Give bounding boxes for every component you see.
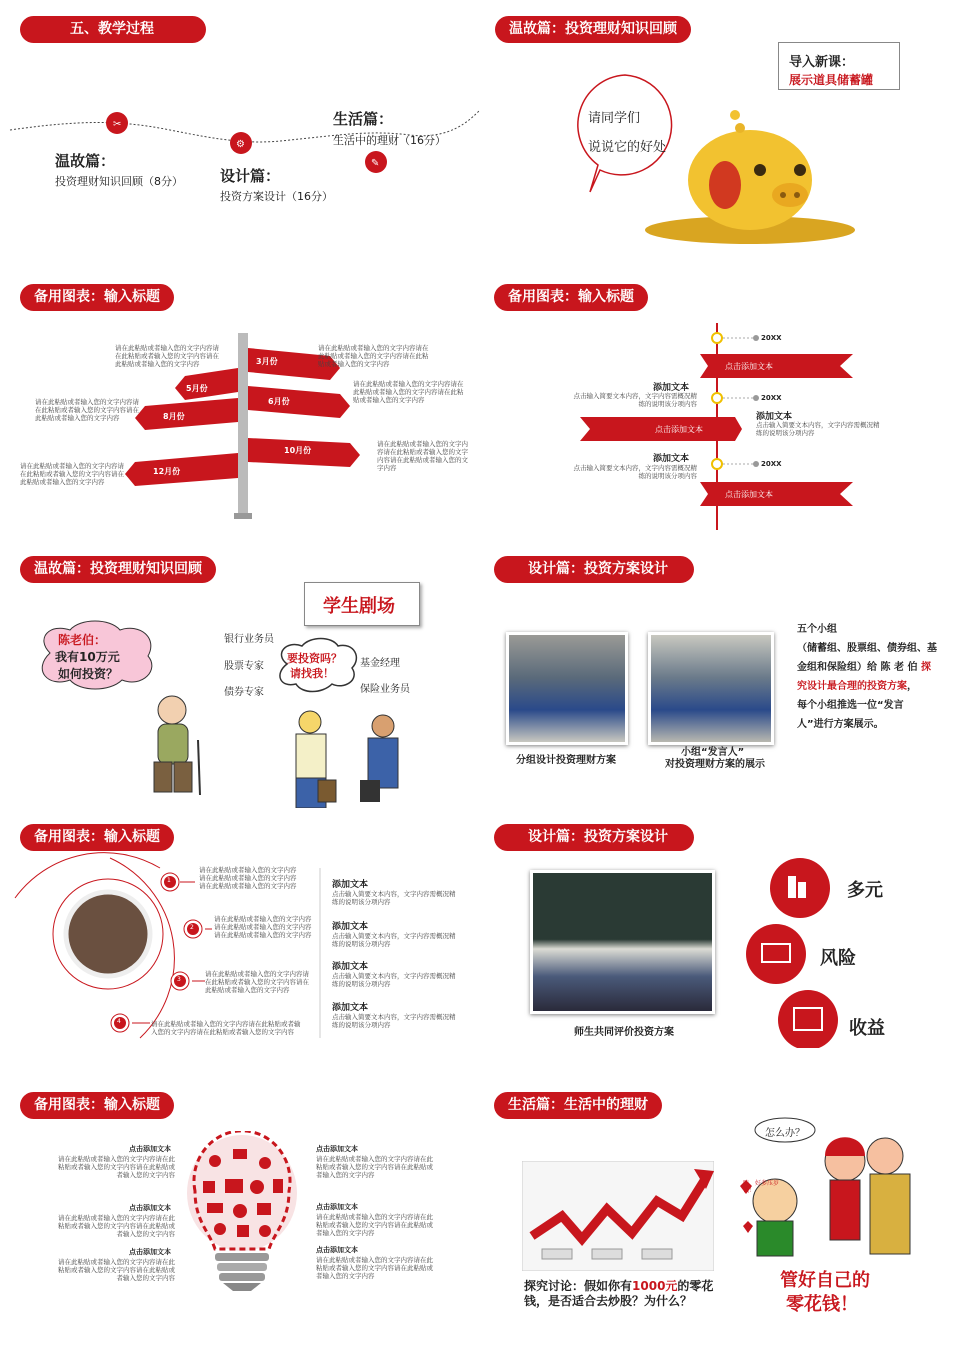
step-number: 3 bbox=[177, 976, 181, 983]
entry-head: 点击添加文本 bbox=[316, 1203, 358, 1211]
feature-risk: 风险 bbox=[820, 948, 856, 969]
timeline-button[interactable]: 点击添加文本 bbox=[725, 362, 773, 371]
group-description bbox=[797, 620, 957, 734]
cloud-line1: 陈老伯： bbox=[58, 633, 107, 647]
item-review-head: 温故篇： bbox=[55, 152, 116, 170]
role-insurance: 保险业务员 bbox=[360, 684, 410, 695]
entry-head: 添加文本 bbox=[332, 962, 369, 972]
businessmen-illustration bbox=[280, 710, 410, 808]
role-fund: 基金经理 bbox=[360, 658, 400, 669]
entry-head: 添加文本 bbox=[756, 412, 793, 422]
role-bond: 债券专家 bbox=[224, 687, 264, 698]
desc-line6: 人”进行方案展示。 bbox=[797, 719, 884, 730]
question-part1: 探究讨论：假如你有 bbox=[524, 1279, 633, 1293]
svg-text:✂: ✂ bbox=[113, 119, 122, 130]
intro-box-sub: 展示道具储蓄罐 bbox=[789, 73, 874, 87]
timeline-button[interactable]: 点击添加文本 bbox=[655, 425, 703, 434]
slide-title: 生活篇：生活中的理财 bbox=[494, 1092, 662, 1119]
photo-caption: 师生共同评价投资方案 bbox=[574, 1027, 674, 1038]
sign-text: 请在此粘贴或者输入您的文字内容请在此粘贴或者输入您的文字内容请在此粘贴或者输入您的文字内容 bbox=[377, 440, 468, 472]
step-number: 1 bbox=[167, 877, 171, 884]
sign-text: 请在此粘贴或者输入您的文字内容请在此粘贴或者输入您的文字内容请在此粘贴或者输入您的文字内容 bbox=[318, 344, 429, 368]
svg-text:✎: ✎ bbox=[371, 158, 380, 169]
sign-jun: 6月份 bbox=[268, 397, 290, 406]
entry-desc: 点击输入简要文本内容，文字内容需概况精练的说明该分项内容 bbox=[332, 932, 456, 948]
item-review-sub: 投资理财知识回顾（8分） bbox=[55, 175, 183, 188]
sign-oct: 10月份 bbox=[284, 446, 312, 455]
vertical-timeline bbox=[480, 268, 960, 536]
step-number: 2 bbox=[190, 924, 194, 931]
sign-text: 请在此粘贴或者输入您的文字内容请在此粘贴或者输入您的文字内容请在此粘贴或者输入您的文字内容 bbox=[115, 344, 219, 368]
item-design-head: 设计篇： bbox=[220, 167, 281, 185]
slide-life-finance[interactable] bbox=[480, 1076, 960, 1344]
sign-text: 请在此粘贴或者输入您的文字内容请在此粘贴或者输入您的文字内容请在此粘贴或者输入您的文字内容 bbox=[353, 380, 464, 404]
entry-desc: 请在此粘贴或者输入您的文字内容请在此粘贴或者输入您的文字内容请在此粘贴或者输入您的文字内容 bbox=[316, 1155, 433, 1179]
slide-title: 备用图表：输入标题 bbox=[494, 284, 648, 311]
speech-line2: 请找我！ bbox=[290, 667, 334, 680]
cartoon-exclaim: 哇，好多压岁钱！ bbox=[743, 1180, 780, 1194]
lightbulb-icons-graphic bbox=[185, 1131, 300, 1343]
slogan-line2: 零花钱！ bbox=[786, 1294, 858, 1315]
step-text: 请在此粘贴或者输入您的文字内容请在此粘贴或者输入您的文字内容请在此粘贴或者输入您的文字内容 bbox=[199, 866, 297, 890]
entry-head: 点击添加文本 bbox=[129, 1204, 171, 1212]
slide-title: 备用图表：输入标题 bbox=[20, 284, 174, 311]
slide-title: 温故篇：投资理财知识回顾 bbox=[20, 556, 216, 583]
theatre-box bbox=[304, 582, 420, 626]
svg-text:⚙: ⚙ bbox=[236, 139, 245, 150]
slide-title: 温故篇：投资理财知识回顾 bbox=[495, 16, 691, 43]
sign-aug: 8月份 bbox=[163, 412, 185, 421]
cartoon-bubble: 怎么办？ bbox=[765, 1128, 805, 1139]
entry-head: 添加文本 bbox=[653, 454, 690, 464]
classroom-blackboard-photo bbox=[530, 870, 715, 1014]
entry-desc: 点击输入简要文本内容，文字内容需概况精练的说明该分项内容 bbox=[573, 464, 697, 480]
slide-student-theatre[interactable] bbox=[0, 540, 480, 808]
item-life-sub: 生活中的理财（16分） bbox=[333, 134, 446, 147]
slide-title: 备用图表：输入标题 bbox=[20, 824, 174, 851]
step-number: 4 bbox=[117, 1018, 121, 1025]
entry-desc: 点击输入简要文本内容，文字内容需概况精练的说明该分项内容 bbox=[332, 972, 456, 988]
slide-design-groups[interactable] bbox=[480, 540, 960, 808]
desc-line5: 每个小组推选一位“发言 bbox=[797, 700, 904, 711]
photo-caption-2b: 对投资理财方案的展示 bbox=[665, 759, 765, 770]
feature-diverse: 多元 bbox=[847, 880, 883, 901]
feature-return: 收益 bbox=[849, 1018, 885, 1039]
slogan-line1: 管好自己的 bbox=[780, 1270, 870, 1291]
classroom-photo-1 bbox=[506, 632, 628, 745]
desc-line3-red: 探 bbox=[920, 662, 931, 673]
desc-line1: 五个小组 bbox=[797, 624, 837, 635]
sign-dec: 12月份 bbox=[153, 467, 181, 476]
sign-mar: 3月份 bbox=[256, 357, 278, 366]
slide-lightbulb-chart[interactable] bbox=[0, 1076, 480, 1344]
desc-line3: 金组和保险组）给 陈 老 伯 bbox=[797, 662, 921, 673]
entry-desc: 点击输入简要文本内容，文字内容需概况精练的说明该分项内容 bbox=[573, 392, 697, 408]
desc-line4: 究设计最合理的投资方案 bbox=[797, 681, 907, 692]
entry-desc: 请在此粘贴或者输入您的文字内容请在此粘贴或者输入您的文字内容请在此粘贴或者输入您的文字内容 bbox=[58, 1214, 175, 1238]
entry-desc: 请在此粘贴或者输入您的文字内容请在此粘贴或者输入您的文字内容请在此粘贴或者输入您的文字内容 bbox=[58, 1155, 175, 1179]
slide-title: 设计篇：投资方案设计 bbox=[494, 556, 694, 583]
entry-head: 点击添加文本 bbox=[129, 1248, 171, 1256]
entry-desc: 点击输入简要文本内容，文字内容需概况精练的说明该分项内容 bbox=[332, 890, 456, 906]
entry-desc: 点击输入简要文本内容，文字内容需概况精练的说明该分项内容 bbox=[756, 421, 880, 437]
year-label: 20XX bbox=[761, 460, 782, 468]
entry-desc: 请在此粘贴或者输入您的文字内容请在此粘贴或者输入您的文字内容请在此粘贴或者输入您的文字内容 bbox=[58, 1258, 175, 1282]
bubble-line2: 说说它的好处 bbox=[588, 140, 667, 155]
slide-evaluate-plan[interactable] bbox=[480, 808, 960, 1076]
entry-head: 添加文本 bbox=[332, 1003, 369, 1013]
slide-circle-chart[interactable] bbox=[0, 808, 480, 1076]
step-text: 请在此粘贴或者输入您的文字内容请在此粘贴或者输入您的文字内容请在此粘贴或者输入您的文字内容 bbox=[151, 1020, 301, 1036]
entry-desc: 请在此粘贴或者输入您的文字内容请在此粘贴或者输入您的文字内容请在此粘贴或者输入您的文字内容 bbox=[316, 1213, 433, 1237]
entry-head: 添加文本 bbox=[332, 922, 369, 932]
sign-text: 请在此粘贴或者输入您的文字内容请在此粘贴或者输入您的文字内容请在此粘贴或者输入您的文字内容 bbox=[35, 398, 139, 422]
entry-head: 添加文本 bbox=[653, 383, 690, 393]
desc-line4-end: ， bbox=[907, 681, 917, 692]
item-design-sub: 投资方案设计（16分） bbox=[220, 190, 333, 203]
slide-review-piggy[interactable] bbox=[480, 0, 960, 268]
entry-head: 点击添加文本 bbox=[316, 1145, 358, 1153]
year-label: 20XX bbox=[761, 394, 782, 402]
discussion-question bbox=[524, 1279, 734, 1309]
slide-title: 设计篇：投资方案设计 bbox=[494, 824, 694, 851]
photo-caption-2a: 小组“发言人” bbox=[681, 747, 745, 758]
bubble-line1: 请同学们 bbox=[588, 111, 641, 126]
classroom-photo-2 bbox=[648, 632, 774, 745]
role-bank: 银行业务员 bbox=[224, 634, 274, 645]
year-label: 20XX bbox=[761, 334, 782, 342]
intro-box bbox=[778, 42, 900, 90]
timeline-button[interactable]: 点击添加文本 bbox=[725, 490, 773, 499]
old-man-illustration bbox=[140, 690, 210, 805]
role-stock: 股票专家 bbox=[224, 661, 264, 672]
stock-classroom-cartoon bbox=[522, 1161, 714, 1271]
slide-title: 备用图表：输入标题 bbox=[20, 1092, 174, 1119]
entry-head: 添加文本 bbox=[332, 880, 369, 890]
question-part1b: 的零花 bbox=[677, 1279, 714, 1293]
cloud-line2: 我有10万元 bbox=[55, 650, 120, 664]
question-part2: 钱，是否适合去炒股？为什么？ bbox=[524, 1294, 693, 1308]
item-life-head: 生活篇： bbox=[333, 110, 394, 128]
sign-text: 请在此粘贴或者输入您的文字内容请在此粘贴或者输入您的文字内容请在此粘贴或者输入您的文字内容 bbox=[20, 462, 124, 486]
entry-head: 点击添加文本 bbox=[129, 1145, 171, 1153]
step-text: 请在此粘贴或者输入您的文字内容请在此粘贴或者输入您的文字内容请在此粘贴或者输入您的文字内容 bbox=[205, 970, 309, 994]
theatre-title: 学生剧场 bbox=[323, 596, 395, 617]
slide-signpost-chart[interactable] bbox=[0, 268, 480, 536]
step-text: 请在此粘贴或者输入您的文字内容请在此粘贴或者输入您的文字内容请在此粘贴或者输入您的文字内容 bbox=[214, 915, 312, 939]
slide-title: 五、教学过程 bbox=[20, 16, 206, 43]
intro-box-title: 导入新课： bbox=[789, 55, 855, 70]
entry-desc: 请在此粘贴或者输入您的文字内容请在此粘贴或者输入您的文字内容请在此粘贴或者输入您的文字内容 bbox=[316, 1256, 433, 1280]
entry-desc: 点击输入简要文本内容，文字内容需概况精练的说明该分项内容 bbox=[332, 1013, 456, 1029]
cloud-line3: 如何投资？ bbox=[58, 667, 119, 681]
desc-line2: （储蓄组、股票组、债券组、基 bbox=[797, 643, 937, 654]
slide-teaching-process[interactable] bbox=[0, 0, 480, 268]
photo-caption-1: 分组设计投资理财方案 bbox=[516, 755, 616, 766]
entry-head: 点击添加文本 bbox=[316, 1246, 358, 1254]
slide-timeline-chart[interactable] bbox=[480, 268, 960, 536]
speech-line1: 要投资吗？ bbox=[287, 652, 342, 665]
golden-piggy-bank-image bbox=[640, 100, 860, 250]
sign-may: 5月份 bbox=[186, 384, 208, 393]
question-amount: 1000元 bbox=[632, 1279, 678, 1293]
